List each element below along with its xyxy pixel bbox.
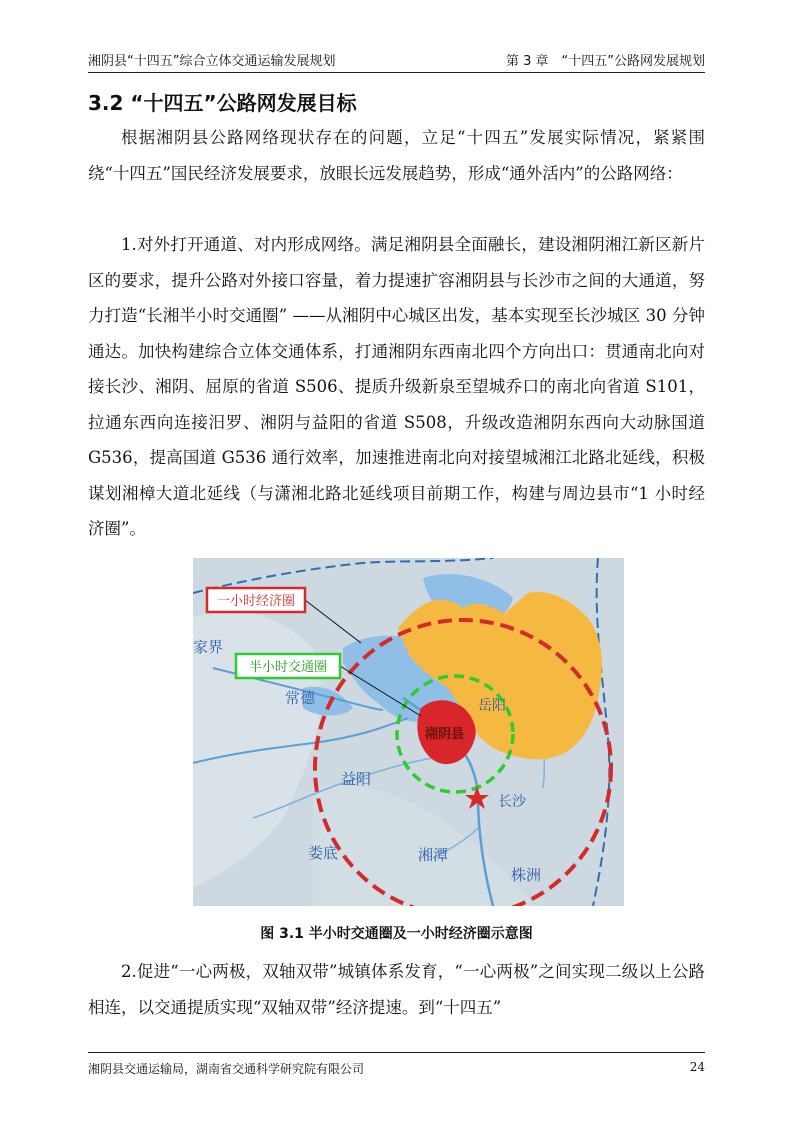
legend-label-half-hour: 半小时交通圈 [248, 660, 328, 675]
label-yueyang: 岳阳 [478, 698, 506, 714]
paragraph-intro: 根据湘阴县公路网络现状存在的问题，立足“十四五”发展实际情况，紧紧围绕“十四五”国民经济发展要求，放眼长远发展趋势，形成“通外活内”的公路网络： [88, 128, 705, 183]
label-xiangtan: 湘潭 [418, 846, 449, 864]
page-header [88, 50, 705, 70]
section-title: 3.2 “十四五”公路网发展目标 [88, 91, 357, 115]
figure-caption: 图 3.1 半小时交通圈及一小时经济圈示意图 [260, 926, 533, 942]
label-changsha: 长沙 [498, 794, 526, 810]
page-number: 24 [689, 1060, 705, 1074]
label-jiajie: 家界 [193, 638, 224, 656]
label-changde: 常德 [285, 689, 316, 707]
header-rule [88, 72, 705, 73]
paragraph-item-1: 1.对外打开通道、对内形成网络。满足湘阴县全面融长，建设湘阴湘江新区新片区的要求，提升公路对外接口容量，着力提速扩容湘阴县与长沙市之间的大通道，努力打造“长湘半小时交通圈” ——从湘阴中心城区出发，基本实现至长沙城区 30 分钟通达。加快构建综合立体交通体系，打通湘阴东西南北四个方向出口：贯通南北向对接长沙、湘阴、屈原的省道 S506、提质升级新泉至望城乔口的南北向省道 S101，拉通东西向连接汨罗、湘阴与益阳的省道 S508，升级改造湘阴东西向大动脉国道 G536，提高国道 G536 通行效率，加速推进南北向对接望城湘江北路北延线，积极谋划湘樟大道北延线（与潇湘北路北延线项目前期工作，构建与周边县市“1 小时经济圈”。 [88, 235, 705, 538]
label-yiyang: 益阳 [341, 770, 372, 788]
header-document-title: 湘阴县“十四五”综合立体交通运输发展规划 [88, 54, 336, 69]
label-xiangyin: 湘阴县 [425, 727, 465, 742]
legend-label-one-hour: 一小时经济圈 [216, 594, 296, 609]
label-loudi: 娄底 [308, 844, 339, 862]
page-footer [88, 1060, 705, 1080]
label-zhuzhou: 株洲 [511, 866, 542, 884]
paragraph-item-2: 2.促进“一心两极，双轴双带”城镇体系发育，“一心两极”之间实现二级以上公路相连，以交通提质实现“双轴双带”经济提速。到“十四五” [88, 962, 705, 1017]
figure-map [193, 558, 624, 906]
footer-organizations: 湘阴县交通运输局，湖南省交通科学研究院有限公司 [88, 1062, 365, 1076]
footer-rule [88, 1052, 705, 1053]
header-chapter-title: 第 3 章 “十四五”公路网发展规划 [505, 54, 705, 69]
